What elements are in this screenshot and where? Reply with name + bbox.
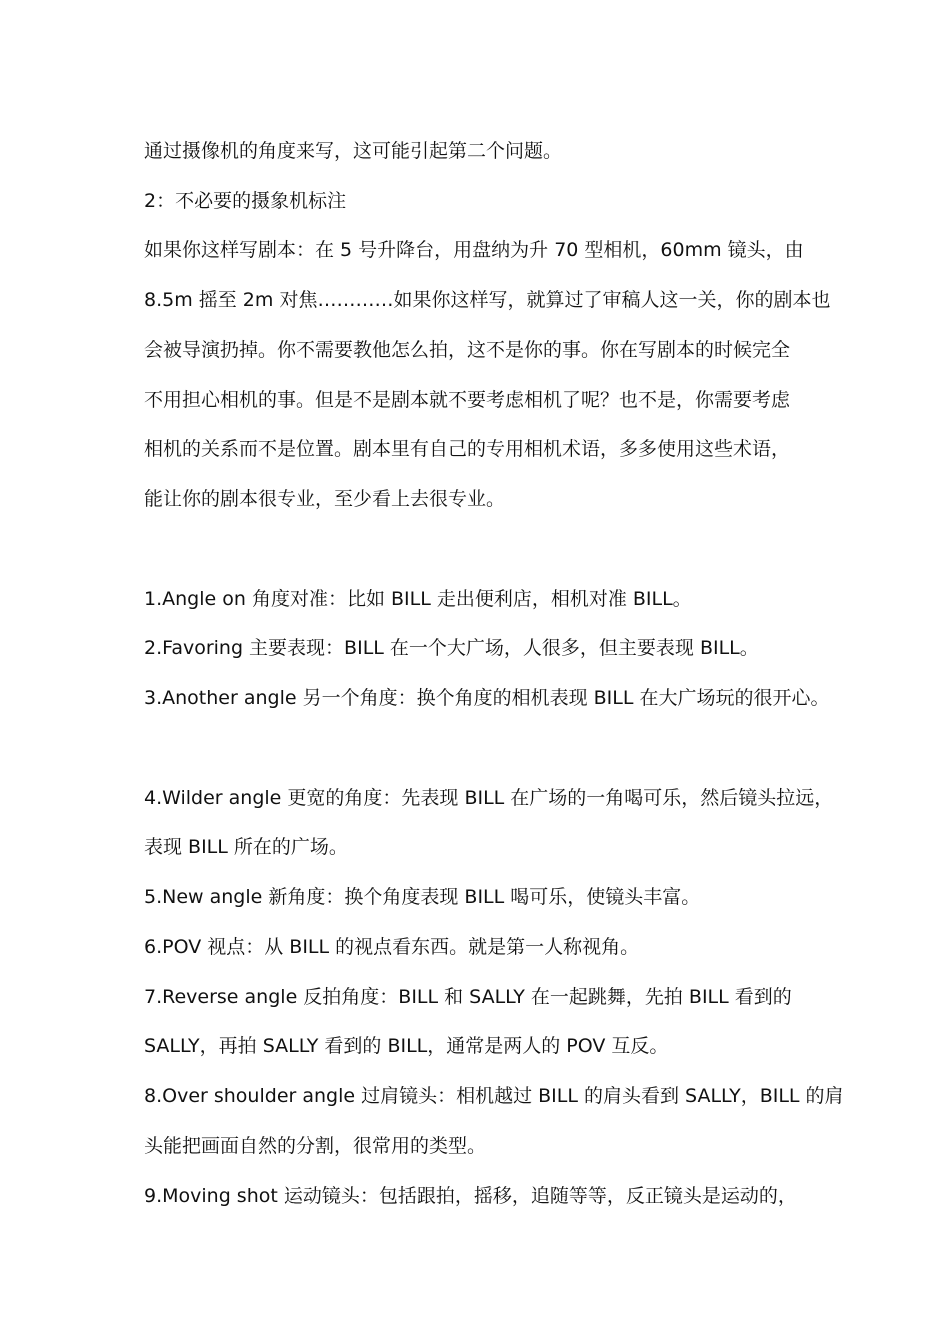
text-line: 2：不必要的摄象机标注 — [144, 190, 347, 212]
text-line: 7.Reverse angle 反拍角度：BILL 和 SALLY 在一起跳舞，先拍 BILL 看到的 — [144, 986, 792, 1008]
text-line: 相机的关系而不是位置。剧本里有自己的专用相机术语，多多使用这些术语， — [144, 438, 791, 460]
text-line: 9.Moving shot 运动镜头：包括跟拍，摇移，追随等等，反正镜头是运动的， — [144, 1185, 797, 1207]
text-line: 5.New angle 新角度：换个角度表现 BILL 喝可乐，使镜头丰富。 — [144, 886, 701, 908]
text-line: 通过摄像机的角度来写，这可能引起第二个问题。 — [144, 140, 563, 162]
text-line: 8.5m 摇至 2m 对焦…………如果你这样写，就算过了审稿人这一关，你的剧本也 — [144, 289, 831, 311]
text-line: 6.POV 视点：从 BILL 的视点看东西。就是第一人称视角。 — [144, 936, 640, 958]
text-line: 能让你的剧本很专业，至少看上去很专业。 — [144, 488, 506, 510]
text-line: 4.Wilder angle 更宽的角度：先表现 BILL 在广场的一角喝可乐，然后镜头拉远， — [144, 787, 834, 809]
text-line: 头能把画面自然的分割，很常用的类型。 — [144, 1135, 487, 1157]
text-line: SALLY，再拍 SALLY 看到的 BILL，通常是两人的 POV 互反。 — [144, 1035, 669, 1057]
text-line: 表现 BILL 所在的广场。 — [144, 836, 348, 858]
text-line: 8.Over shoulder angle 过肩镜头：相机越过 BILL 的肩头看到 SALLY，BILL 的肩 — [144, 1085, 844, 1107]
text-line: 不用担心相机的事。但是不是剧本就不要考虑相机了呢？也不是，你需要考虑 — [144, 389, 791, 411]
text-line: 2.Favoring 主要表现：BILL 在一个大广场，人很多，但主要表现 BILL。 — [144, 637, 759, 659]
text-line: 3.Another angle 另一个角度：换个角度的相机表现 BILL 在大广场玩的很开心。 — [144, 687, 830, 709]
text-line: 1.Angle on 角度对准：比如 BILL 走出便利店，相机对准 BILL。 — [144, 588, 692, 610]
text-line: 如果你这样写剧本：在 5 号升降台，用盘纳为升 70 型相机，60mm 镜头，由 — [144, 239, 804, 261]
text-line: 会被导演扔掉。你不需要教他怎么拍，这不是你的事。你在写剧本的时候完全 — [144, 339, 791, 361]
